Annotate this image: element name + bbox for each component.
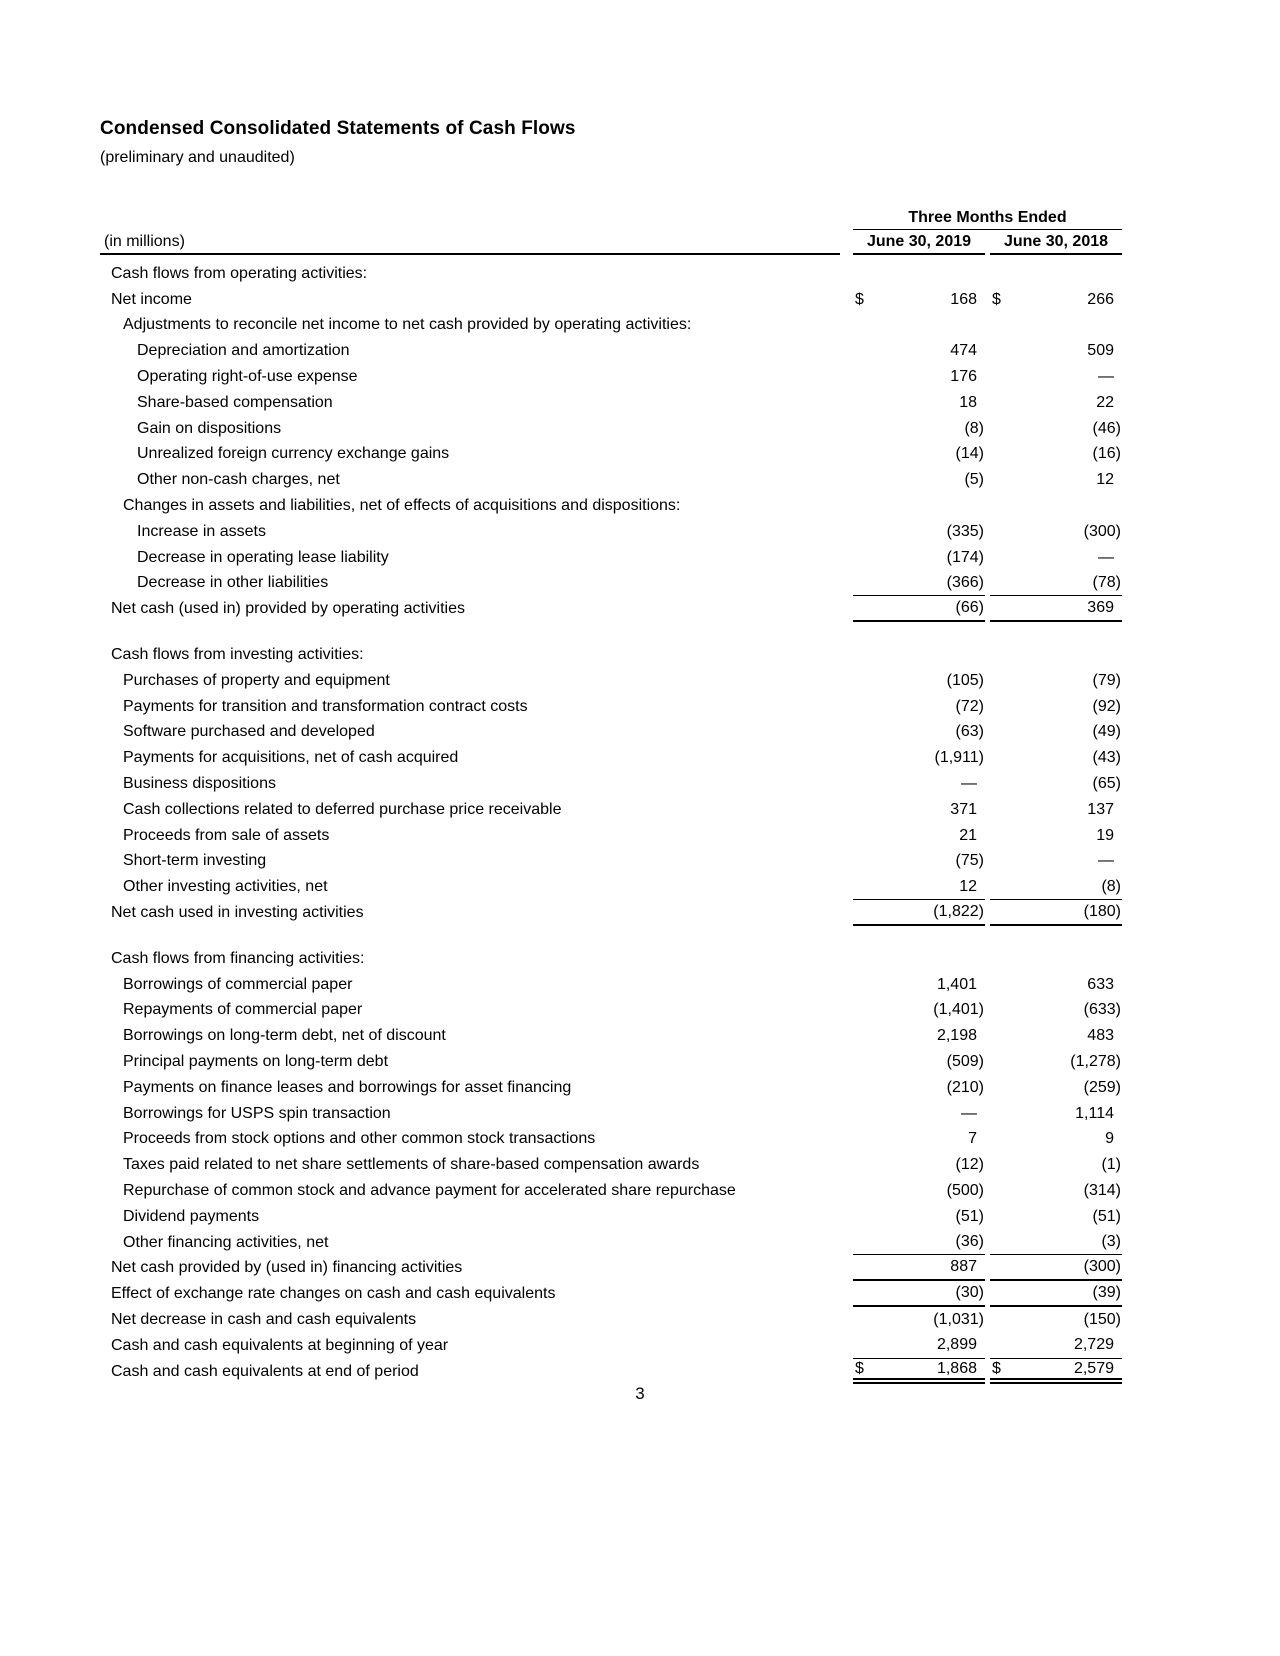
table-row xyxy=(100,519,1122,545)
row-value-2018: (92) xyxy=(1092,697,1121,715)
value-group-2019 xyxy=(853,467,985,493)
table-row xyxy=(100,493,1122,519)
value-group-2019 xyxy=(853,823,985,849)
row-label: Principal payments on long-term debt xyxy=(123,1053,389,1070)
row-value-2019: (366) xyxy=(946,573,984,591)
value-group-2018 xyxy=(990,668,1122,694)
row-label: Increase in assets xyxy=(137,522,266,540)
value-group-2019 xyxy=(853,771,985,797)
value-group-2019 xyxy=(853,1023,985,1049)
table-row xyxy=(100,797,1122,823)
value-group-2018 xyxy=(990,596,1122,622)
dollar-sign: $ xyxy=(992,1359,1001,1377)
dollar-sign: $ xyxy=(992,290,1001,308)
row-label: Payments for transition and transformation contract costs xyxy=(123,697,528,715)
page-number: 3 xyxy=(635,1384,645,1404)
value-group-2019 xyxy=(853,849,985,875)
row-value-2019: (1,911) xyxy=(934,749,984,767)
table-row xyxy=(100,694,1122,720)
value-group-2018 xyxy=(990,261,1122,287)
row-value-2018: (180) xyxy=(1083,903,1121,921)
row-value-2019: 2,198 xyxy=(936,1027,977,1045)
table-row xyxy=(100,364,1122,390)
value-group-2018 xyxy=(990,390,1122,416)
row-value-2019: (174) xyxy=(946,548,984,566)
row-value-2018: — xyxy=(1098,852,1114,870)
table-row xyxy=(100,874,1122,900)
table-row xyxy=(100,571,1122,597)
table-row xyxy=(100,1075,1122,1101)
table-row xyxy=(100,1023,1122,1049)
value-group-2019 xyxy=(853,1230,985,1256)
table-row xyxy=(100,946,1122,972)
value-group-2019 xyxy=(853,1049,985,1075)
row-value-2018: 633 xyxy=(1087,975,1114,993)
row-value-2018: (259) xyxy=(1083,1078,1121,1096)
row-label: Proceeds from stock options and other common stock transactions xyxy=(123,1130,596,1148)
value-group-2019 xyxy=(853,720,985,746)
value-group-2019 xyxy=(853,390,985,416)
row-label: Taxes paid related to net share settlements of share-based compensation awards xyxy=(123,1156,700,1174)
table-row xyxy=(100,1152,1122,1178)
value-group-2018 xyxy=(990,642,1122,668)
row-label: Short-term investing xyxy=(123,852,267,870)
table-header xyxy=(100,209,1122,255)
row-label: Other investing activities, net xyxy=(123,878,328,896)
row-label: Cash flows from financing activities: xyxy=(111,949,365,967)
row-value-2019: (66) xyxy=(955,599,984,617)
table-row xyxy=(100,1307,1122,1333)
row-value-2019: (5) xyxy=(964,471,984,489)
value-group-2019 xyxy=(853,998,985,1024)
row-label: Payments on finance leases and borrowings for asset financing xyxy=(123,1078,572,1096)
row-value-2019: 1,868 xyxy=(936,1359,977,1377)
value-group-2018 xyxy=(990,1307,1122,1333)
table-row xyxy=(100,313,1122,339)
value-group-2019 xyxy=(853,1204,985,1230)
row-value-2018: 369 xyxy=(1087,599,1114,617)
period-header: Three Months Ended xyxy=(853,209,1122,230)
row-label: Net cash used in investing activities xyxy=(111,904,364,922)
value-group-2018 xyxy=(990,1127,1122,1153)
row-value-2018: (300) xyxy=(1083,1258,1121,1276)
row-label: Other non-cash charges, net xyxy=(137,471,340,489)
value-group-2019 xyxy=(853,972,985,998)
value-group-2018 xyxy=(990,1049,1122,1075)
row-value-2018: (49) xyxy=(1092,723,1121,741)
value-group-2019 xyxy=(853,797,985,823)
row-value-2019: (75) xyxy=(955,852,984,870)
table-row xyxy=(100,1255,1122,1281)
row-value-2018: 22 xyxy=(1096,393,1114,411)
table-row xyxy=(100,1281,1122,1307)
value-group-2018 xyxy=(990,571,1122,597)
row-label: Borrowings of commercial paper xyxy=(123,975,353,993)
value-group-2019 xyxy=(853,1255,985,1281)
value-group-2018 xyxy=(990,1255,1122,1281)
row-value-2018: (3) xyxy=(1101,1233,1121,1251)
table-row xyxy=(100,900,1122,926)
value-group-2019 xyxy=(853,261,985,287)
value-group-2019 xyxy=(853,1075,985,1101)
row-label: Borrowings on long-term debt, net of discount xyxy=(123,1027,446,1045)
table-row xyxy=(100,849,1122,875)
row-value-2019: (210) xyxy=(946,1078,984,1096)
row-label: Cash and cash equivalents at beginning of year xyxy=(111,1336,449,1354)
row-value-2019: (63) xyxy=(955,723,984,741)
row-label: Dividend payments xyxy=(123,1207,260,1225)
value-group-2018 xyxy=(990,287,1122,313)
row-label: Net income xyxy=(111,290,192,308)
row-value-2019: 887 xyxy=(950,1258,977,1276)
table-row xyxy=(100,1230,1122,1256)
page-title: Condensed Consolidated Statements of Cash Flows xyxy=(100,118,576,139)
page-subtitle: (preliminary and unaudited) xyxy=(100,149,295,166)
value-group-2019 xyxy=(853,442,985,468)
row-value-2018: (150) xyxy=(1083,1310,1121,1328)
value-group-2018 xyxy=(990,972,1122,998)
row-value-2019: 474 xyxy=(950,342,977,360)
row-value-2019: (30) xyxy=(955,1284,984,1302)
table-row xyxy=(100,338,1122,364)
table-row xyxy=(100,1333,1122,1359)
row-value-2018: (51) xyxy=(1092,1207,1121,1225)
value-group-2019 xyxy=(853,571,985,597)
value-group-2018 xyxy=(990,1281,1122,1307)
row-value-2019: — xyxy=(961,775,977,793)
value-group-2018 xyxy=(990,1075,1122,1101)
column-header-2018: June 30, 2018 xyxy=(990,233,1122,255)
row-label: Depreciation and amortization xyxy=(137,342,350,360)
dollar-sign: $ xyxy=(855,290,864,308)
cash-flow-table xyxy=(100,261,1122,1384)
row-label: Cash flows from operating activities: xyxy=(111,264,368,282)
value-group-2018 xyxy=(990,364,1122,390)
row-label: Share-based compensation xyxy=(137,393,333,411)
row-label: Software purchased and developed xyxy=(123,723,375,741)
value-group-2019 xyxy=(853,1333,985,1359)
row-value-2019: (36) xyxy=(955,1233,984,1251)
table-row xyxy=(100,972,1122,998)
row-value-2018: (300) xyxy=(1083,522,1121,540)
row-label: Operating right-of-use expense xyxy=(137,368,358,386)
value-group-2018 xyxy=(990,545,1122,571)
value-group-2018 xyxy=(990,1101,1122,1127)
row-value-2018: (65) xyxy=(1092,775,1121,793)
row-label: Repayments of commercial paper xyxy=(123,1001,363,1019)
value-group-2018 xyxy=(990,874,1122,900)
row-value-2018: (633) xyxy=(1083,1001,1121,1019)
row-value-2018: (1) xyxy=(1101,1156,1121,1174)
value-group-2019 xyxy=(853,694,985,720)
row-value-2019: 1,401 xyxy=(936,975,977,993)
table-row xyxy=(100,1127,1122,1153)
value-group-2019 xyxy=(853,1307,985,1333)
row-label: Decrease in operating lease liability xyxy=(137,548,389,566)
row-value-2019: (8) xyxy=(964,419,984,437)
value-group-2019 xyxy=(853,596,985,622)
period-columns xyxy=(853,209,1122,255)
table-row xyxy=(100,1178,1122,1204)
row-value-2018: (79) xyxy=(1092,671,1121,689)
row-value-2019: (509) xyxy=(946,1053,984,1070)
row-label: Payments for acquisitions, net of cash acquired xyxy=(123,749,459,767)
value-group-2018 xyxy=(990,313,1122,339)
row-value-2018: (78) xyxy=(1092,573,1121,591)
value-group-2018 xyxy=(990,771,1122,797)
value-group-2018 xyxy=(990,1359,1122,1385)
table-row xyxy=(100,1101,1122,1127)
value-group-2018 xyxy=(990,998,1122,1024)
row-label: Cash flows from investing activities: xyxy=(111,646,364,664)
units-label: (in millions) xyxy=(100,233,840,255)
row-value-2018: (8) xyxy=(1101,877,1121,895)
row-value-2019: 18 xyxy=(959,393,977,411)
row-value-2019: 7 xyxy=(968,1130,977,1148)
table-row xyxy=(100,261,1122,287)
value-group-2019 xyxy=(853,745,985,771)
row-value-2019: (105) xyxy=(946,671,984,689)
row-value-2018: 12 xyxy=(1096,471,1114,489)
row-label: Proceeds from sale of assets xyxy=(123,826,330,844)
value-group-2019 xyxy=(853,1178,985,1204)
row-value-2019: 2,899 xyxy=(936,1336,977,1354)
value-group-2018 xyxy=(990,1333,1122,1359)
row-value-2018: (1,278) xyxy=(1070,1053,1121,1070)
value-group-2019 xyxy=(853,900,985,926)
row-value-2018: 483 xyxy=(1087,1027,1114,1045)
value-group-2018 xyxy=(990,416,1122,442)
table-row xyxy=(100,745,1122,771)
row-label: Decrease in other liabilities xyxy=(137,574,329,592)
value-group-2019 xyxy=(853,545,985,571)
row-label: Other financing activities, net xyxy=(123,1233,329,1251)
row-value-2018: 2,729 xyxy=(1073,1336,1114,1354)
row-value-2018: (39) xyxy=(1092,1284,1121,1302)
value-group-2018 xyxy=(990,849,1122,875)
row-label: Borrowings for USPS spin transaction xyxy=(123,1104,391,1122)
row-label: Net cash (used in) provided by operating activities xyxy=(111,600,465,618)
value-group-2019 xyxy=(853,364,985,390)
value-group-2019 xyxy=(853,1101,985,1127)
row-value-2019: (51) xyxy=(955,1207,984,1225)
table-row xyxy=(100,642,1122,668)
value-group-2019 xyxy=(853,1127,985,1153)
row-label: Net cash provided by (used in) financing activities xyxy=(111,1259,463,1277)
value-group-2018 xyxy=(990,1230,1122,1256)
row-label: Effect of exchange rate changes on cash and cash equivalents xyxy=(111,1285,556,1303)
value-group-2018 xyxy=(990,467,1122,493)
value-group-2019 xyxy=(853,1359,985,1385)
table-row xyxy=(100,1359,1122,1385)
value-group-2019 xyxy=(853,642,985,668)
value-group-2018 xyxy=(990,900,1122,926)
row-value-2019: (12) xyxy=(955,1156,984,1174)
row-value-2019: (500) xyxy=(946,1181,984,1199)
table-row xyxy=(100,467,1122,493)
row-value-2018: (16) xyxy=(1092,445,1121,463)
row-value-2019: 176 xyxy=(950,368,977,386)
row-value-2018: 1,114 xyxy=(1075,1104,1114,1122)
table-row xyxy=(100,998,1122,1024)
row-value-2018: 9 xyxy=(1105,1130,1114,1148)
value-group-2018 xyxy=(990,1023,1122,1049)
value-group-2019 xyxy=(853,519,985,545)
row-value-2019: (72) xyxy=(955,697,984,715)
row-value-2019: (1,822) xyxy=(933,903,984,921)
value-group-2019 xyxy=(853,287,985,313)
row-value-2018: 137 xyxy=(1087,800,1114,818)
value-group-2019 xyxy=(853,668,985,694)
table-row xyxy=(100,720,1122,746)
value-group-2018 xyxy=(990,442,1122,468)
value-group-2019 xyxy=(853,1152,985,1178)
row-value-2018: 509 xyxy=(1087,342,1114,360)
row-value-2019: (1,401) xyxy=(933,1001,984,1019)
value-group-2019 xyxy=(853,874,985,900)
row-value-2019: 21 xyxy=(959,826,977,844)
value-group-2018 xyxy=(990,797,1122,823)
row-value-2018: — xyxy=(1098,368,1114,386)
value-group-2018 xyxy=(990,823,1122,849)
row-value-2018: 266 xyxy=(1087,290,1114,308)
row-label: Net decrease in cash and cash equivalents xyxy=(111,1310,417,1328)
table-row xyxy=(100,1204,1122,1230)
row-value-2019: — xyxy=(961,1104,977,1122)
column-header-2019: June 30, 2019 xyxy=(853,233,985,255)
table-row xyxy=(100,287,1122,313)
value-group-2019 xyxy=(853,338,985,364)
row-value-2018: 2,579 xyxy=(1073,1359,1114,1377)
row-value-2018: — xyxy=(1098,548,1114,566)
value-group-2018 xyxy=(990,493,1122,519)
row-value-2019: (14) xyxy=(955,445,984,463)
table-row xyxy=(100,668,1122,694)
row-value-2019: 168 xyxy=(950,290,977,308)
row-label: Cash and cash equivalents at end of period xyxy=(111,1362,419,1380)
row-value-2019: 371 xyxy=(950,800,977,818)
value-group-2018 xyxy=(990,745,1122,771)
row-label: Cash collections related to deferred purchase price receivable xyxy=(123,800,562,818)
value-group-2018 xyxy=(990,720,1122,746)
row-value-2019: 12 xyxy=(959,877,977,895)
value-group-2018 xyxy=(990,519,1122,545)
table-row xyxy=(100,442,1122,468)
value-group-2018 xyxy=(990,338,1122,364)
dollar-sign: $ xyxy=(855,1359,864,1377)
value-group-2019 xyxy=(853,313,985,339)
value-group-2019 xyxy=(853,946,985,972)
table-row xyxy=(100,771,1122,797)
value-group-2019 xyxy=(853,493,985,519)
row-label: Unrealized foreign currency exchange gains xyxy=(137,445,450,463)
value-group-2019 xyxy=(853,1281,985,1307)
row-label: Changes in assets and liabilities, net of effects of acquisitions and dispositions: xyxy=(123,497,681,515)
value-group-2018 xyxy=(990,1204,1122,1230)
value-group-2018 xyxy=(990,694,1122,720)
row-label: Repurchase of common stock and advance payment for accelerated share repurchase xyxy=(123,1181,736,1199)
table-row xyxy=(100,416,1122,442)
row-label: Business dispositions xyxy=(123,775,276,793)
row-value-2018: 19 xyxy=(1096,826,1114,844)
row-label: Purchases of property and equipment xyxy=(123,671,390,689)
table-row xyxy=(100,390,1122,416)
table-row xyxy=(100,596,1122,622)
row-value-2019: (1,031) xyxy=(933,1310,984,1328)
row-label: Adjustments to reconcile net income to net cash provided by operating activities: xyxy=(123,316,692,334)
row-label: Gain on dispositions xyxy=(137,419,282,437)
table-row xyxy=(100,545,1122,571)
value-group-2018 xyxy=(990,946,1122,972)
row-value-2019: (335) xyxy=(946,522,984,540)
row-value-2018: (43) xyxy=(1092,749,1121,767)
value-group-2019 xyxy=(853,416,985,442)
value-group-2018 xyxy=(990,1152,1122,1178)
table-row xyxy=(100,1049,1122,1075)
row-value-2018: (46) xyxy=(1092,419,1121,437)
value-group-2018 xyxy=(990,1178,1122,1204)
table-row xyxy=(100,823,1122,849)
row-value-2018: (314) xyxy=(1083,1181,1121,1199)
